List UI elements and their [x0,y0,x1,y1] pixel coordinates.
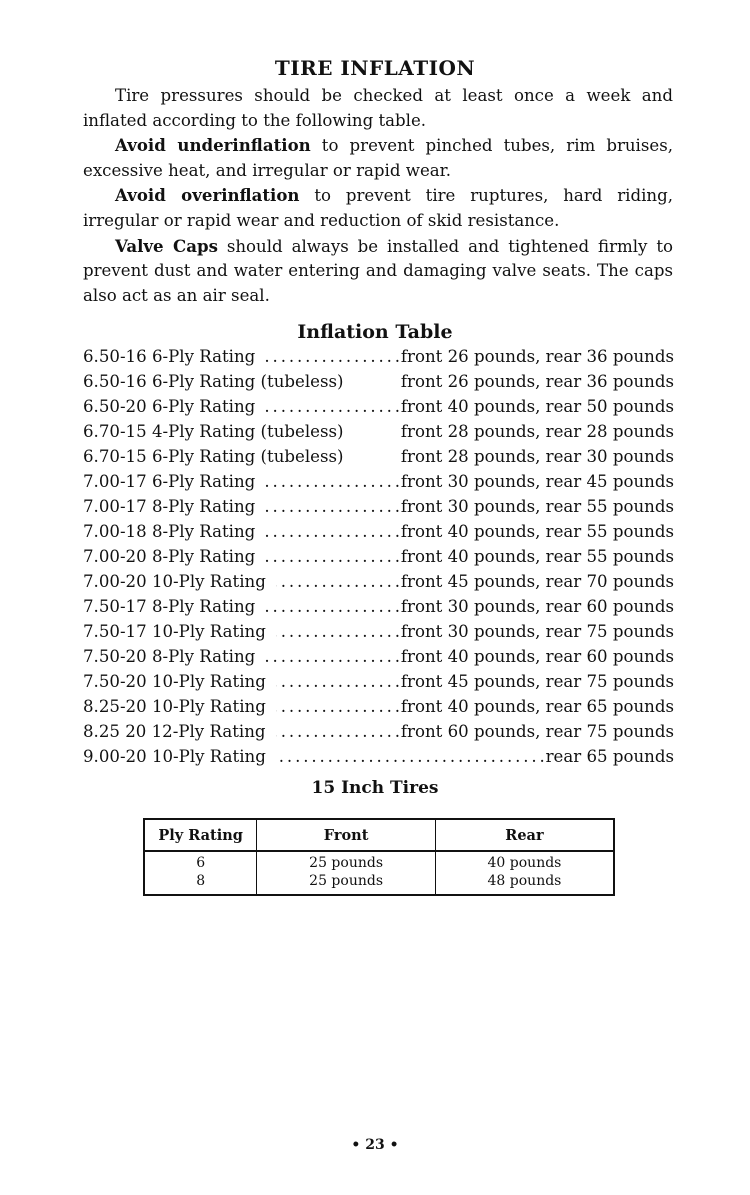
tire-size: 7.00-20 8-Ply Rating [83,547,256,566]
pressure: front 30 pounds, rear 45 pounds [400,472,674,491]
table-row [83,569,674,594]
pressure: front 40 pounds, rear 60 pounds [400,647,674,666]
dot-leader [276,719,399,744]
column-header: Rear [435,819,614,851]
dot-leader [265,644,399,669]
paragraph-lead: Avoid overinflation [115,185,300,206]
paragraph-text: to prevent tire ruptures, hard riding, irregular or rapid wear and reduction of skid resistance. [83,186,673,230]
table-row [83,619,674,644]
pressure: front 40 pounds, rear 50 pounds [400,397,674,416]
rear-cell [435,851,614,895]
dot-leader [276,694,399,719]
paragraph-lead: Avoid underinflation [115,135,311,156]
table-row [83,469,674,494]
dot-leader [276,619,399,644]
page-number: • 23 • [351,1137,399,1153]
table-row [83,744,674,769]
paragraph-lead: Valve Caps [115,235,218,256]
column-header: Ply Rating [144,819,257,851]
pressure: front 45 pounds, rear 75 pounds [400,672,674,691]
tire-size: 9.00-20 10-Ply Rating [83,747,266,766]
cell-value: 25 pounds [309,873,384,889]
cell-value: 6 [196,855,206,871]
tire-size: 7.50-20 8-Ply Rating [83,647,256,666]
table-row [83,444,674,469]
pressure: front 26 pounds, rear 36 pounds [400,372,674,391]
dot-leader [353,419,398,444]
dot-leader [265,469,399,494]
cell-value: 40 pounds [487,855,562,871]
pressure: front 26 pounds, rear 36 pounds [400,347,674,366]
dot-leader [265,494,399,519]
table-row [83,694,674,719]
dot-leader [276,744,544,769]
cell-value: 25 pounds [309,855,384,871]
table-row [83,494,674,519]
dot-leader [265,344,399,369]
paragraph [83,234,673,309]
dot-leader [265,594,399,619]
fifteen-inch-title: 15 Inch Tires [311,778,439,798]
table-row [83,719,674,744]
column-header: Front [257,819,436,851]
table-row [83,544,674,569]
pressure: front 30 pounds, rear 75 pounds [400,622,674,641]
dot-leader [353,369,398,394]
tire-size: 7.50-17 8-Ply Rating [83,597,256,616]
dot-leader [276,569,399,594]
ply-cell [144,851,257,895]
table-row [83,369,674,394]
pressure: front 40 pounds, rear 65 pounds [400,697,674,716]
fifteen-inch-table [143,818,615,896]
paragraph-text: to prevent pinched tubes, rim bruises, excessive heat, and irregular or rapid wear. [83,136,673,180]
dot-leader [353,444,398,469]
pressure: front 40 pounds, rear 55 pounds [400,547,674,566]
paragraph [83,83,673,133]
paragraph-text: Tire pressures should be checked at least once a week and inflated according to the following table. [83,86,673,130]
tire-size: 6.50-16 6-Ply Rating (tubeless) [83,372,344,391]
tire-size: 7.00-20 10-Ply Rating [83,572,266,591]
dot-leader [265,519,399,544]
tire-size: 6.50-20 6-Ply Rating [83,397,256,416]
pressure: front 60 pounds, rear 75 pounds [400,722,674,741]
pressure: front 28 pounds, rear 28 pounds [400,422,674,441]
pressure: rear 65 pounds [545,747,674,766]
table-row [83,519,674,544]
tire-size: 6.70-15 6-Ply Rating (tubeless) [83,447,344,466]
inflation-table-title: Inflation Table [297,321,453,343]
inflation-table [83,344,674,769]
tire-size: 8.25-20 10-Ply Rating [83,697,266,716]
table-row [83,644,674,669]
tire-size: 6.50-16 6-Ply Rating [83,347,256,366]
table-row [83,344,674,369]
cell-value: 48 pounds [487,873,562,889]
dot-leader [265,394,399,419]
paragraph-text: should always be installed and tightened firmly to prevent dust and water entering and damaging valve seats. The caps also act as an air seal. [83,236,673,305]
tire-size: 7.50-17 10-Ply Rating [83,622,266,641]
tire-size: 7.00-18 8-Ply Rating [83,522,256,541]
paragraph [83,133,673,183]
paragraph [83,183,673,233]
dot-leader [276,669,399,694]
table-row [83,594,674,619]
cell-value: 8 [196,873,206,889]
tire-size: 7.00-17 6-Ply Rating [83,472,256,491]
pressure: front 30 pounds, rear 55 pounds [400,497,674,516]
pressure: front 40 pounds, rear 55 pounds [400,522,674,541]
tire-size: 7.50-20 10-Ply Rating [83,672,266,691]
page-title: TIRE INFLATION [274,56,476,80]
tire-size: 6.70-15 4-Ply Rating (tubeless) [83,422,344,441]
intro-paragraphs [83,83,673,308]
tire-size: 7.00-17 8-Ply Rating [83,497,256,516]
table-row [83,394,674,419]
tire-size: 8.25 20 12-Ply Rating [83,722,266,741]
pressure: front 28 pounds, rear 30 pounds [400,447,674,466]
table-row [83,419,674,444]
pressure: front 30 pounds, rear 60 pounds [400,597,674,616]
table-row [144,851,614,895]
pressure: front 45 pounds, rear 70 pounds [400,572,674,591]
table-row [83,669,674,694]
front-cell [257,851,436,895]
dot-leader [265,544,399,569]
